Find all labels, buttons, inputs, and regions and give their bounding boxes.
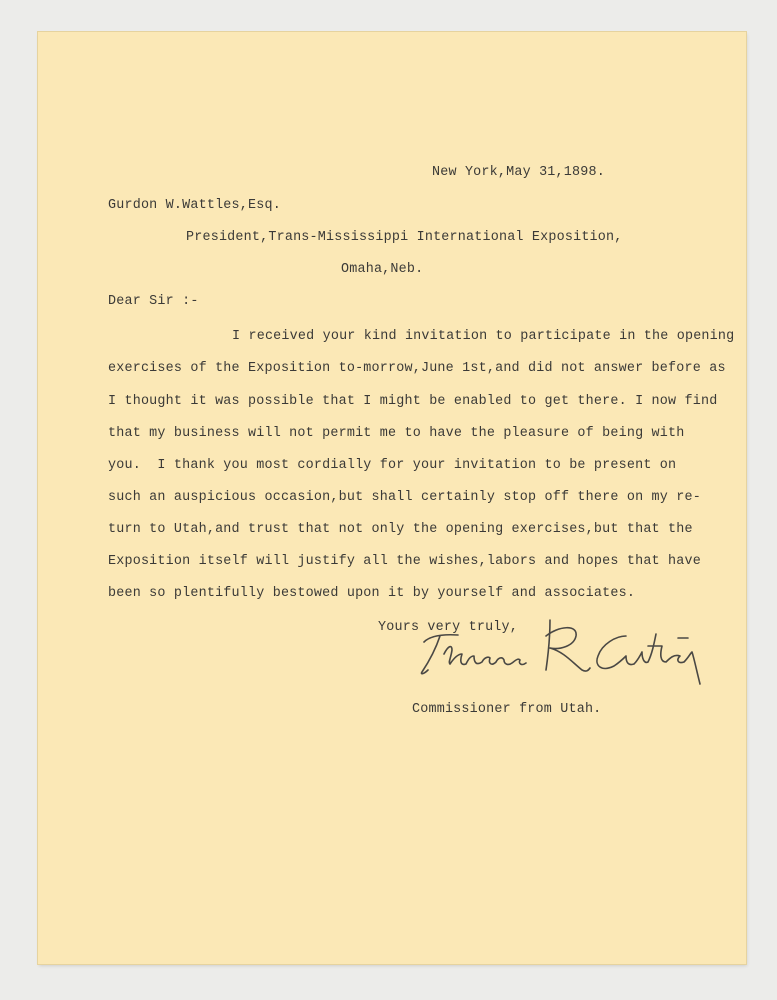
body-line: such an auspicious occasion,but shall certainly stop off there on my re- xyxy=(108,490,701,505)
handwritten-signature xyxy=(378,608,708,698)
body-line: I thought it was possible that I might be enabled to get there. I now find xyxy=(108,394,718,409)
body-line: Exposition itself will justify all the wishes,labors and hopes that have xyxy=(108,554,701,569)
recipient-name: Gurdon W.Wattles,Esq. xyxy=(108,198,281,213)
dateline: New York,May 31,1898. xyxy=(432,165,605,180)
signature-first-name xyxy=(421,635,526,674)
salutation: Dear Sir :- xyxy=(108,294,199,309)
signature-initial xyxy=(546,620,590,671)
signer-title: Commissioner from Utah. xyxy=(412,702,602,717)
body-line: been so plentifully bestowed upon it by yourself and associates. xyxy=(108,586,636,601)
closing: Yours very truly, xyxy=(378,620,519,635)
recipient-title: President,Trans-Mississippi International Exposition, xyxy=(186,230,623,245)
body-line: turn to Utah,and trust that not only the opening exercises,but that the xyxy=(108,522,693,537)
body-line: you. I thank you most cordially for your invitation to be present on xyxy=(108,458,677,473)
body-line: that my business will not permit me to have the pleasure of being with xyxy=(108,426,685,441)
body-line: I received your kind invitation to participate in the opening xyxy=(232,329,735,344)
recipient-city: Omaha,Neb. xyxy=(341,262,424,277)
signature-last-name xyxy=(597,634,700,684)
body-line: exercises of the Exposition to-morrow,June 1st,and did not answer before as xyxy=(108,361,726,376)
